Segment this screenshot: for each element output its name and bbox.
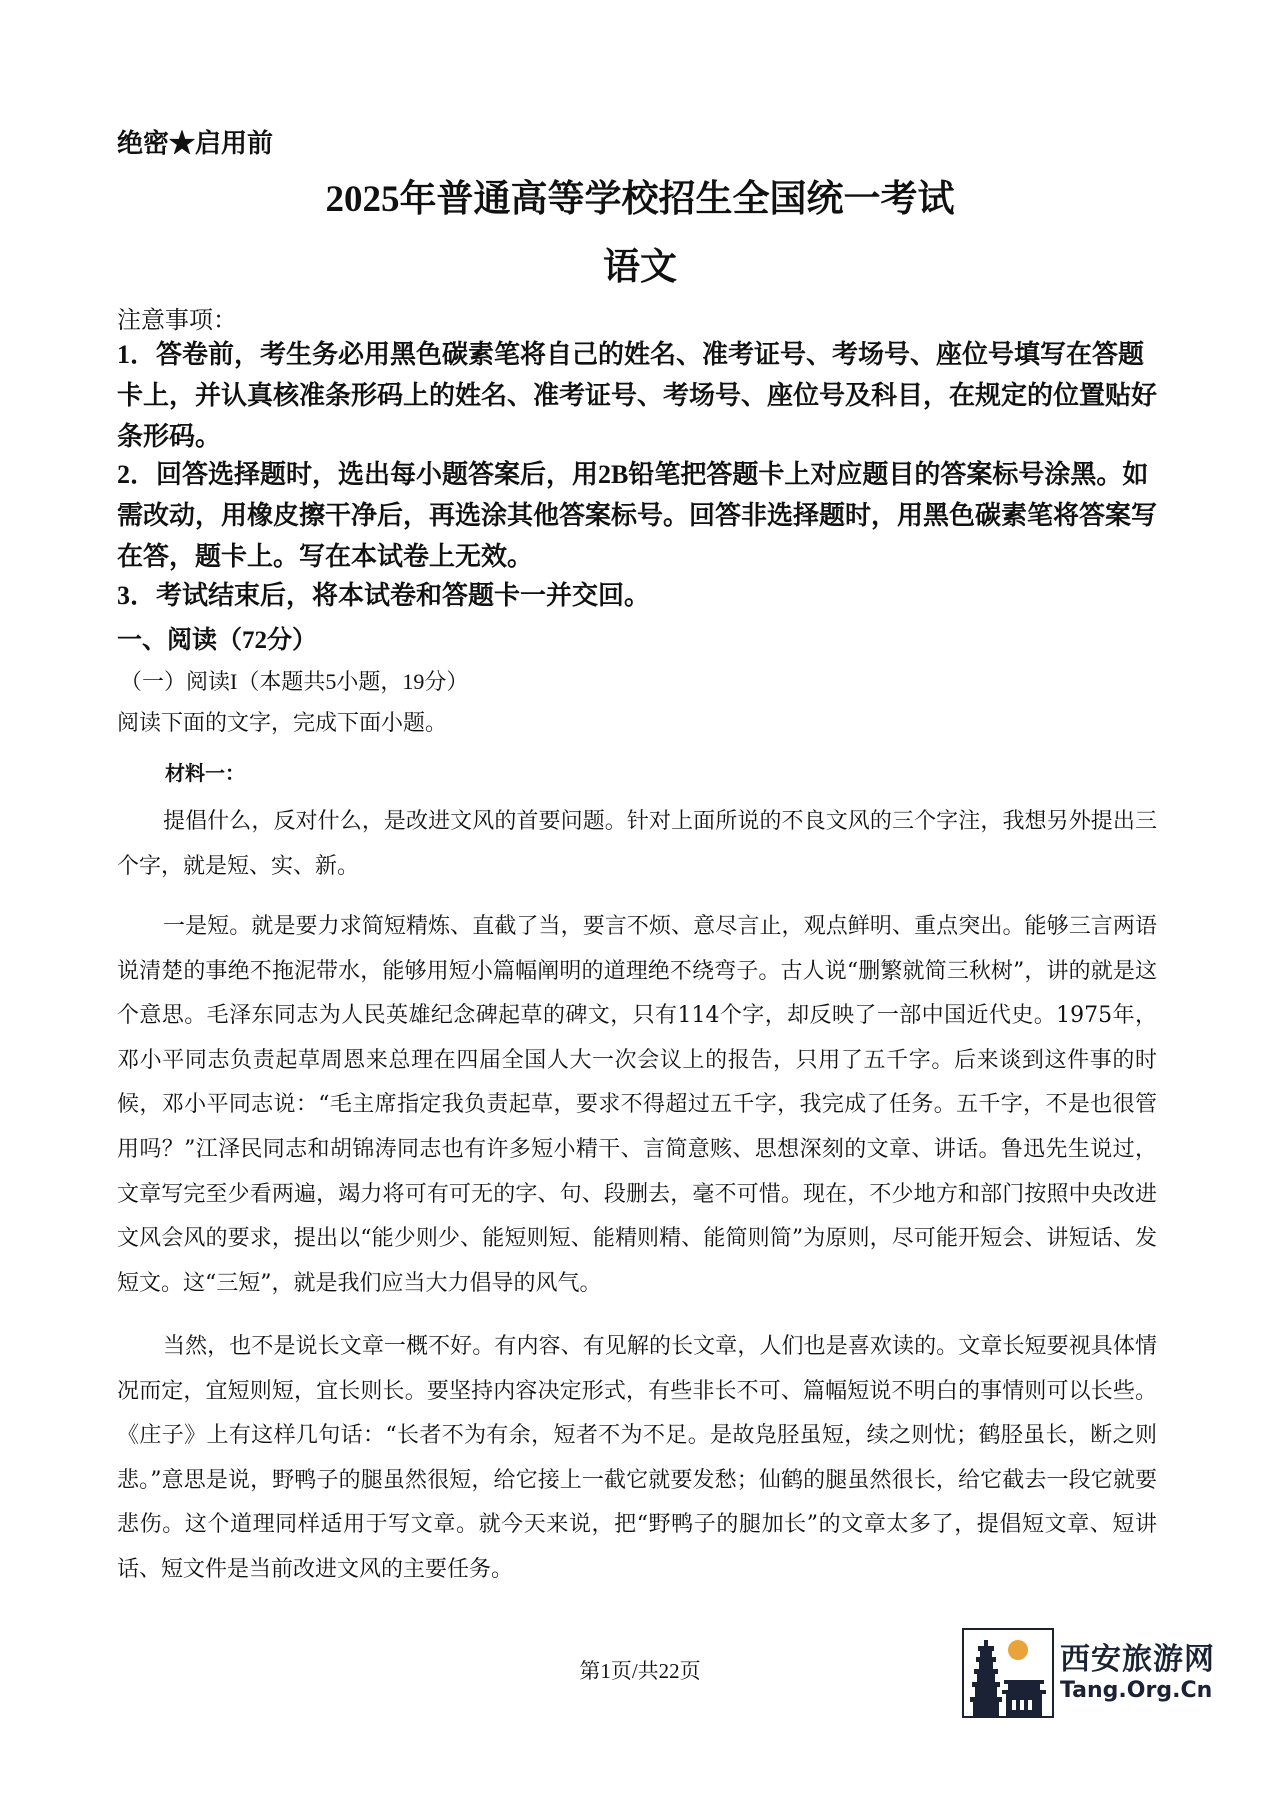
exam-title: 2025年普通高等学校招生全国统一考试: [325, 179, 955, 220]
notice-item-2: 2．回答选择题时，选出每小题答案后，用2B铅笔把答题卡上对应题目的答案标号涂黑。如需改动，用橡皮擦干净后，再选涂其他答案标号。回答非选择题时，用黑色碳素笔将答案写在答，题卡上。写在本试卷上无效。: [117, 460, 1158, 571]
notice-item-1: 1．答卷前，考生务必用黑色碳素笔将自己的姓名、准考证号、考场号、座位号填写在答题卡上，并认真核准条形码上的姓名、准考证号、考场号、座位号及科目，在规定的位置贴好条形码。: [117, 340, 1158, 451]
confidential-label: 绝密★启用前: [117, 129, 274, 158]
section-title: 一、阅读（72分）: [117, 627, 318, 654]
notice-item-3: 3．考试结束后，将本试卷和答题卡一并交回。: [117, 581, 651, 610]
material-paragraph: 一是短。就是要力求简短精炼、直截了当，要言不烦、意尽言止，观点鲜明、重点突出。能够三言两语说清楚的事绝不拖泥带水，能够用短小篇幅阐明的道理绝不绕弯子。古人说“删繁就简三秋树”，讲的就是这个意思。毛泽东同志为人民英雄纪念碑起草的碑文，只有114个字，却反映了一部中国近代史。1975年，邓小平同志负责起草周恩来总理在四届全国人大一次会议上的报告，只用了五千字。后来谈到这件事的时候，邓小平同志说：“毛主席指定我负责起草，要求不得超过五千字，我完成了任务。五千字，不是也很管用吗？”江泽民同志和胡锦涛同志也有许多短小精干、言简意赅、思想深刻的文章、讲话。鲁迅先生说过，文章写完至少看两遍，竭力将可有可无的字、句、段删去，毫不可惜。现在，不少地方和部门按照中央改进文风会风的要求，提出以“能少则少、能短则短、能精则精、能简则简”为原则，尽可能开短会、讲短话、发短文。这“三短”，就是我们应当大力倡导的风气。: [117, 914, 1157, 1296]
material-paragraph: 提倡什么，反对什么，是改进文风的首要问题。针对上面所说的不良文风的三个字注，我想另外提出三个字，就是短、实、新。: [117, 809, 1157, 879]
page-number: 第1页/共22页: [579, 1659, 701, 1683]
watermark-logo: [962, 1628, 1215, 1718]
subject-title: 语文: [603, 247, 677, 288]
material-paragraph: 当然，也不是说长文章一概不好。有内容、有见解的长文章，人们也是喜欢读的。文章长短要视具体情况而定，宜短则短，宜长则长。要坚持内容决定形式，有些非长不可、篇幅短说不明白的事情则可以长些。《庄子》上有这样几句话：“长者不为有余，短者不为不足。是故凫胫虽短，续之则忧；鹤胫虽长，断之则悲。”意思是说，野鸭子的腿虽然很短，给它接上一截它就要发愁；仙鹤的腿虽然很长，给它截去一段它就要悲伤。这个道理同样适用于写文章。就今天来说，把“野鸭子的腿加长”的文章太多了，提倡短文章、短讲话、短文件是当前改进文风的主要任务。: [117, 1334, 1157, 1582]
material-label: 材料一：: [165, 763, 245, 785]
watermark-name: 西安旅游网: [1060, 1642, 1215, 1677]
subsection-title: （一）阅读I（本题共5小题，19分）: [120, 669, 469, 694]
pagoda-icon: [962, 1628, 1054, 1718]
watermark-domain: Tang.Org.Cn: [1060, 1678, 1213, 1703]
notice-heading: 注意事项：: [117, 308, 237, 334]
reading-instruction: 阅读下面的文字，完成下面小题。: [117, 710, 448, 735]
